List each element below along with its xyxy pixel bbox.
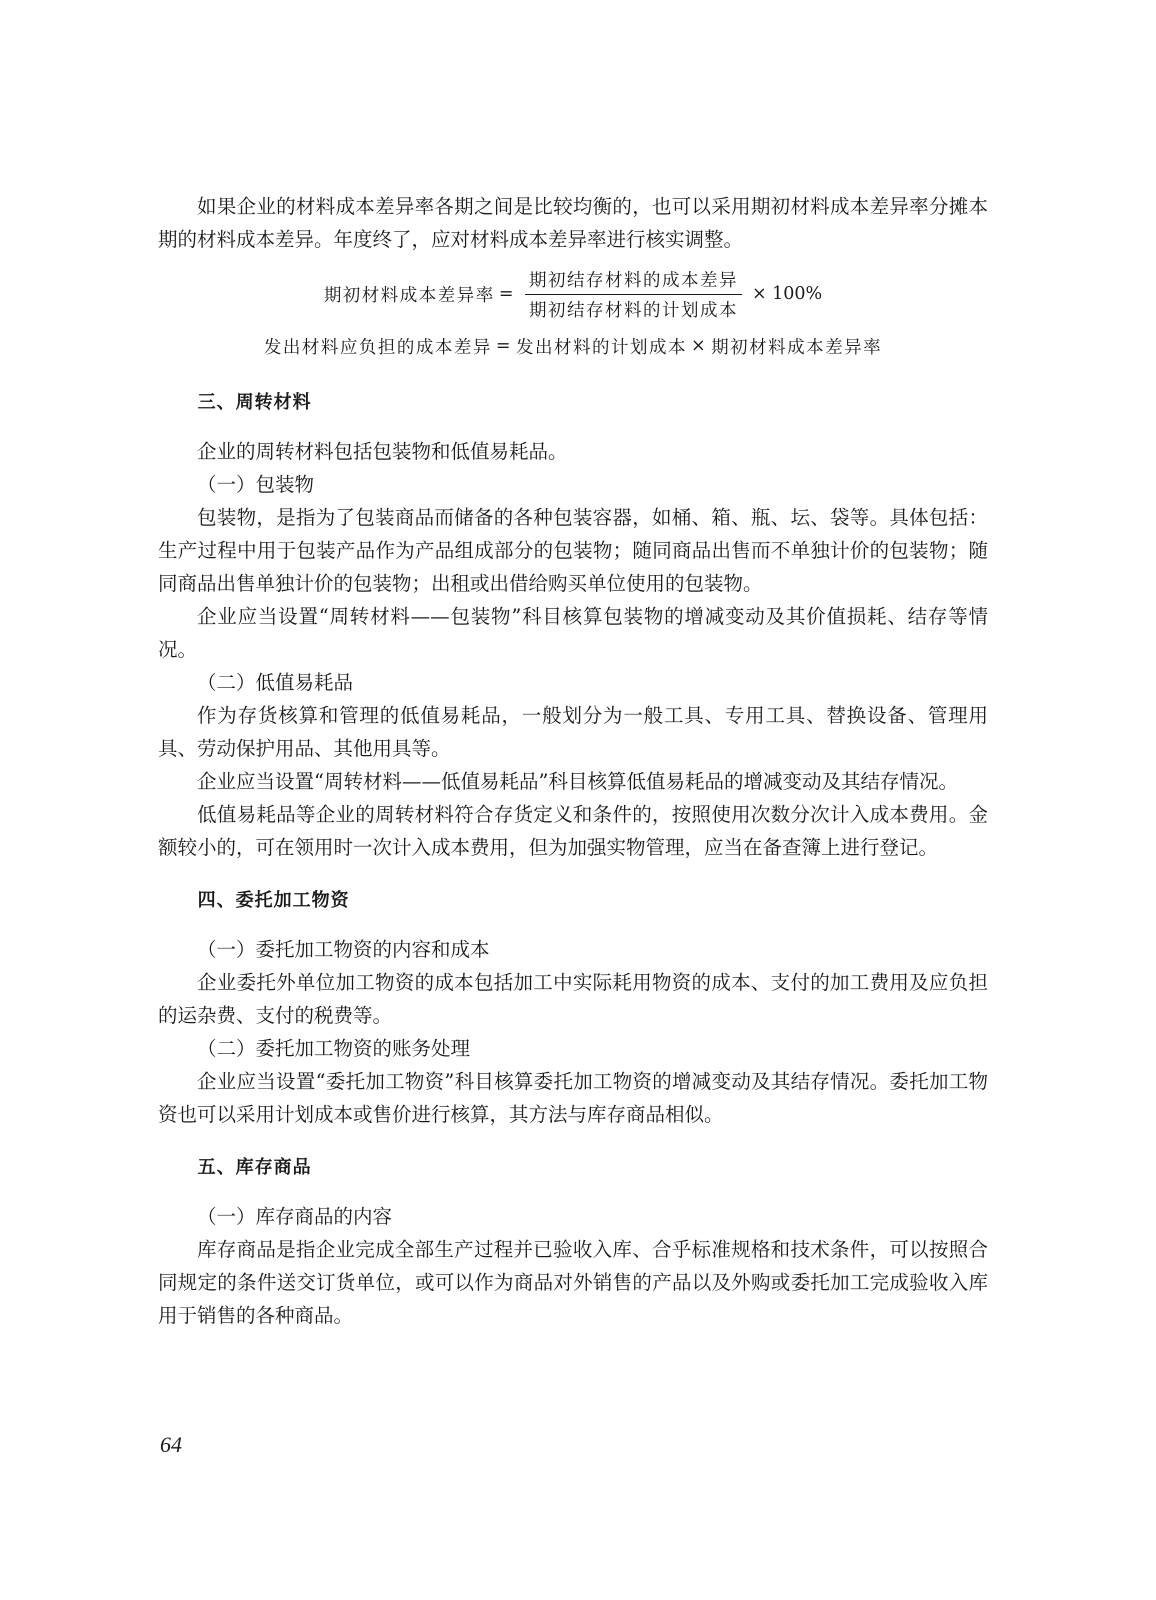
section-5-sub1-paragraph-1: 库存商品是指企业完成全部生产过程并已验收入库、合乎标准规格和技术条件，可以按照合同规定的条件送交订货单位，或可以作为商品对外销售的产品以及外购或委托加工完成验收入库用于销售的各种商品。 [158,1238,988,1327]
formula2-lhs: 发出材料应负担的成本差异 [263,337,492,358]
intro-paragraph: 如果企业的材料成本差异率各期之间是比较均衡的，也可以采用期初材料成本差异率分摊本期的材料成本差异。年度终了，应对材料成本差异率进行核实调整。 [158,195,988,251]
section-4-sub2-paragraph-1: 企业应当设置“委托加工物资”科目核算委托加工物资的增减变动及其结存情况。委托加工物资也可以采用计划成本或售价进行核算，其方法与库存商品相似。 [158,1070,988,1126]
formula2-equals: = [495,336,512,356]
formula1-times: × [751,284,769,304]
formula2-rhs2: 期初材料成本差异率 [711,337,883,358]
section-4-heading: 四、委托加工物资 [197,890,350,911]
formula2-rhs1: 发出材料的计划成本 [516,337,687,358]
page-number: 64 [160,1432,182,1457]
section-3-sub2-paragraph-2: 企业应当设置“周转材料——低值易耗品”科目核算低值易耗品的增减变动及其结存情况。 [197,770,958,793]
section-3-intro: 企业的周转材料包括包装物和低值易耗品。 [197,440,568,463]
section-5-subheading-1: （一）库存商品的内容 [197,1205,393,1228]
formula1-equals: = [498,284,515,304]
section-3-heading: 三、周转材料 [197,392,312,413]
section-3-sub2-paragraph-3: 低值易耗品等企业的周转材料符合存货定义和条件的，按照使用次数分次计入成本费用。金额较小的，可在领用时一次计入成本费用，但为加强实物管理，应当在备查簿上进行登记。 [158,803,988,859]
section-4-sub1-paragraph-1: 企业委托外单位加工物资的成本包括加工中实际耗用物资的成本、支付的加工费用及应负担的运杂费、支付的税费等。 [158,971,988,1027]
formula1-percent: 100% [772,284,823,304]
section-3-sub1-paragraph-1: 包装物，是指为了包装商品而储备的各种包装容器，如桶、箱、瓶、坛、袋等。具体包括：生产过程中用于包装产品作为产品组成部分的包装物；随同商品出售而不单独计价的包装物；随同商品出售单独计价的包装物；出租或出借给购买单位使用的包装物。 [158,506,988,595]
formula-issued-material-variance [158,326,988,366]
section-3-sub1-paragraph-2: 企业应当设置“周转材料——包装物”科目核算包装物的增减变动及其价值损耗、结存等情况。 [158,605,988,661]
formula1-fraction [525,267,742,322]
formula-initial-variance-rate [158,266,988,322]
section-4-subheading-2: （二）委托加工物资的账务处理 [197,1037,471,1060]
section-5-heading: 五、库存商品 [197,1157,312,1178]
formula1-lhs: 期初材料成本差异率 [323,285,495,306]
section-3-sub2-paragraph-1: 作为存货核算和管理的低值易耗品，一般划分为一般工具、专用工具、替换设备、管理用具、劳动保护用品、其他用具等。 [158,704,988,760]
section-3-subheading-2: （二）低值易耗品 [197,671,354,694]
formula1-numerator: 期初结存材料的成本差异 [525,267,742,295]
formula2-times: × [691,336,708,356]
page-body [158,190,988,1332]
section-3-subheading-1: （一）包装物 [197,473,315,496]
formula1-denominator: 期初结存材料的计划成本 [528,300,738,321]
section-4-subheading-1: （一）委托加工物资的内容和成本 [197,938,490,961]
